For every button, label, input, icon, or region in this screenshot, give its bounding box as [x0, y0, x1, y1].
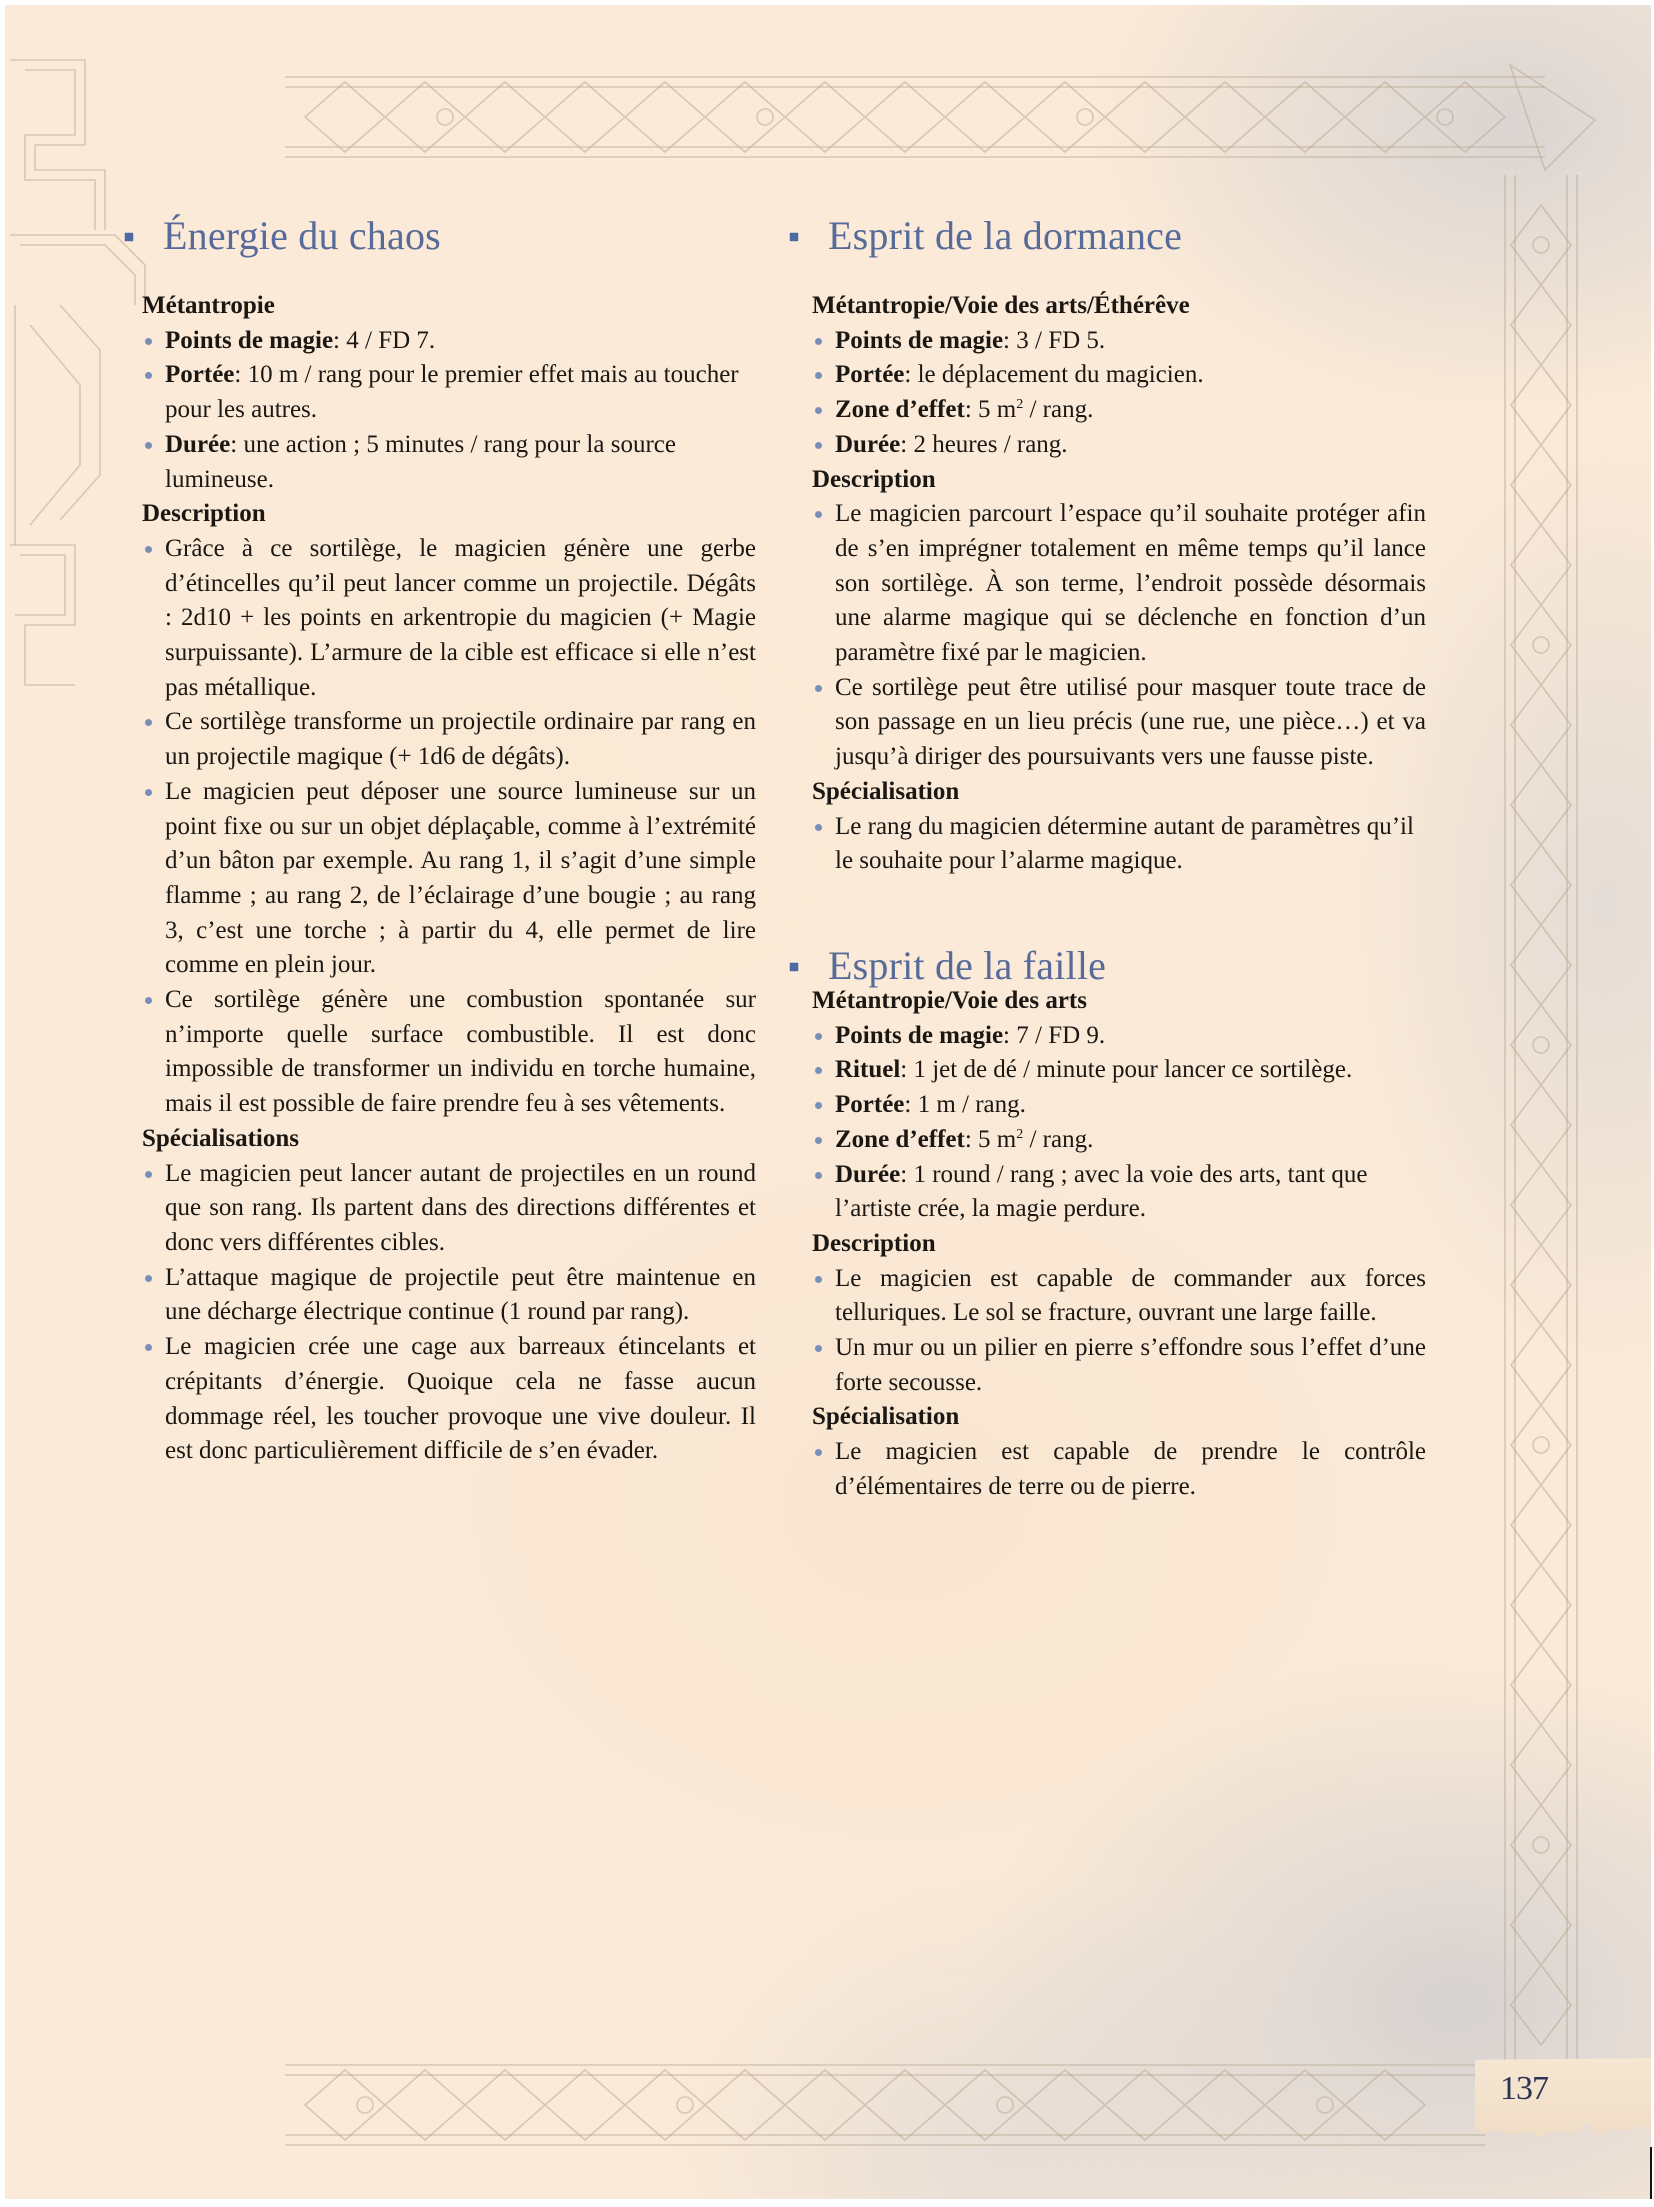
description-text: Le magicien peut déposer une source lumineuse sur un point fixe ou sur un objet déplaçable, comme à l’extrémité d’un bâton par exemple. Au rang 1, il s’agit d’une simple flamme ; au rang 2, de l’éclairage d’une bougie ; au rang 3, c’est une torche ; à partir du 4, elle permet de lire comme en plein jour. — [165, 777, 756, 979]
bullet-icon — [145, 1275, 152, 1282]
stat-item — [812, 1088, 1426, 1123]
bullet-icon — [815, 1137, 822, 1144]
spell-title — [163, 212, 441, 260]
spell-title-text: Esprit de la faille — [828, 943, 1107, 988]
page-number: 137 — [1500, 2070, 1548, 2107]
stat-item — [142, 358, 756, 427]
description-heading: Description — [142, 500, 266, 528]
stat-item — [812, 1053, 1426, 1088]
description-heading: Description — [812, 1229, 936, 1257]
bullet-icon — [145, 338, 152, 345]
bullet-icon — [145, 789, 152, 796]
bullet-icon — [145, 997, 152, 1004]
description-text: Ce sortilège transforme un projectile ordinaire par rang en un projectile magique (+ 1d6 de dégâts). — [165, 708, 756, 771]
right-border-ornament — [1505, 65, 1595, 2085]
specialisation-heading: Spécialisation — [812, 777, 960, 805]
bullet-icon — [145, 1344, 152, 1351]
spell-school: Métantropie/Voie des arts — [812, 987, 1087, 1014]
stat-value: : 10 m / rang pour le premier effet mais au toucher pour les autres. — [165, 361, 739, 424]
specialisation-text: Le magicien crée une cage aux barreaux étincelants et crépitants d’énergie. Quoique cela ne fasse aucun dommage réel, les toucher provoque une vive douleur. Il est donc particulièrement difficile de s’en évader. — [165, 1333, 756, 1465]
specialisation-item — [142, 1330, 756, 1469]
stat-value: : 5 m — [964, 1125, 1017, 1153]
bullet-icon — [815, 1067, 822, 1074]
specialisation-text: L’attaque magique de projectile peut être maintenue en une décharge électrique continue (1 round par rang). — [165, 1263, 756, 1326]
specialisation-item — [812, 810, 1426, 879]
stat-item — [812, 324, 1426, 359]
specialisation-text: Le magicien est capable de prendre le contrôle d’élémentaires de terre ou de pierre. — [835, 1438, 1426, 1500]
stat-item — [812, 1019, 1426, 1054]
diamond-bullet-icon — [121, 229, 138, 246]
book-page — [5, 5, 1651, 2199]
specialisation-heading: Spécialisation — [812, 1403, 960, 1431]
description-item — [812, 671, 1426, 775]
stat-item — [812, 428, 1426, 463]
specialisation-text: Le magicien peut lancer autant de projectiles en un round que son rang. Ils partent dans des directions différentes et donc vers différentes cibles. — [165, 1159, 756, 1256]
stat-value: : 7 / FD 9. — [1003, 1021, 1106, 1049]
stat-value: : le déplacement du magicien. — [904, 361, 1204, 389]
bullet-icon — [145, 546, 152, 553]
description-item — [812, 1262, 1426, 1331]
bullet-icon — [815, 338, 822, 345]
stat-value: : une action ; 5 minutes / rang pour la source lumineuse. — [165, 430, 676, 493]
description-text: Un mur ou un pilier en pierre s’effondre sous l’effet d’une forte secousse. — [835, 1334, 1426, 1396]
stat-label: Zone d’effet — [835, 1125, 965, 1153]
stat-label: Rituel — [835, 1056, 901, 1084]
stat-label: Points de magie — [835, 1021, 1004, 1049]
stat-value: : 3 / FD 5. — [1003, 326, 1106, 354]
description-item — [142, 983, 756, 1122]
stat-value: : 1 round / rang ; avec la voie des arts, tant que l’artiste crée, la magie perdure. — [835, 1160, 1368, 1223]
stat-value-superscript: 2 — [1016, 1126, 1024, 1142]
stat-value: : 1 m / rang. — [904, 1091, 1026, 1119]
description-text: Grâce à ce sortilège, le magicien génère une gerbe d’étincelles qu’il peut lancer comme un projectile. Dégâts : 2d10 + les points en arkentropie du magicien (+ Magie surpuissante). L’armure de la cible est efficace si elle n’est pas métallique. — [165, 534, 756, 701]
stat-label: Points de magie — [165, 326, 334, 354]
stat-item — [812, 1158, 1426, 1227]
description-item — [142, 775, 756, 983]
bullet-icon — [145, 372, 152, 379]
bullet-icon — [815, 824, 822, 831]
description-text: Ce sortilège génère une combustion spontanée sur n’importe quelle surface combustible. Il est donc impossible de transformer un individu en torche humaine, mais il est possible de faire prendre feu à ses vêtements. — [165, 986, 756, 1118]
bullet-icon — [815, 442, 822, 449]
stat-value: : 4 / FD 7. — [333, 326, 436, 354]
stat-value: : 1 jet de dé / minute pour lancer ce sortilège. — [900, 1056, 1353, 1084]
bullet-icon — [815, 1276, 822, 1283]
stat-label: Durée — [165, 430, 231, 458]
bullet-icon — [815, 1449, 822, 1456]
specialisation-text: Le rang du magicien détermine autant de paramètres qu’il le souhaite pour l’alarme magique. — [835, 812, 1414, 875]
diamond-bullet-icon — [786, 959, 803, 976]
stat-label: Durée — [835, 1160, 901, 1188]
spell-title-text: Esprit de la dormance — [828, 213, 1183, 258]
bullet-icon — [815, 685, 822, 692]
stat-item — [142, 324, 756, 359]
stat-label: Zone d’effet — [835, 396, 965, 424]
bullet-icon — [815, 1172, 822, 1179]
specialisation-item — [142, 1157, 756, 1261]
stat-label: Durée — [835, 430, 901, 458]
stat-value-superscript: 2 — [1016, 397, 1024, 413]
stat-item — [812, 358, 1426, 393]
stat-item — [812, 393, 1426, 428]
spell-title — [828, 942, 1106, 990]
bullet-icon — [815, 407, 822, 414]
stat-value: : 5 m — [964, 396, 1017, 424]
specialisation-item — [142, 1261, 756, 1330]
stat-value: : 2 heures / rang. — [900, 430, 1068, 458]
spell-body — [142, 289, 756, 1469]
description-item — [142, 532, 756, 706]
specialisation-heading: Spécialisations — [142, 1124, 299, 1152]
stat-value-suffix: / rang. — [1023, 1125, 1094, 1153]
description-text: Ce sortilège peut être utilisé pour masquer toute trace de son passage en un lieu précis (une rue, une pièce…) et va jusqu’à diriger des poursuivants vers une fausse piste. — [835, 673, 1426, 771]
bullet-icon — [145, 442, 152, 449]
stat-label: Portée — [835, 1091, 905, 1119]
spell-body — [812, 289, 1426, 879]
description-text: Le magicien est capable de commander aux forces telluriques. Le sol se fracture, ouvrant une large faille. — [835, 1264, 1426, 1327]
bullet-icon — [815, 372, 822, 379]
bullet-icon — [815, 511, 822, 518]
specialisation-item — [812, 1435, 1426, 1504]
spell-school: Métantropie — [142, 292, 275, 319]
left-border-ornament — [10, 60, 145, 685]
diamond-bullet-icon — [786, 229, 803, 246]
bottom-border-ornament — [285, 2065, 1485, 2145]
spell-body — [812, 984, 1426, 1505]
stat-label: Portée — [835, 361, 905, 389]
bullet-icon — [145, 1171, 152, 1178]
spell-title — [828, 212, 1182, 260]
page-edge-line — [1650, 2147, 1652, 2199]
stat-label: Portée — [165, 361, 235, 389]
bullet-icon — [815, 1345, 822, 1352]
stat-value-suffix: / rang. — [1023, 396, 1094, 424]
stat-item — [142, 428, 756, 497]
description-item — [142, 705, 756, 774]
spell-school: Métantropie/Voie des arts/Éthérêve — [812, 292, 1190, 319]
top-border-ornament — [285, 77, 1545, 157]
stat-item — [812, 1123, 1426, 1158]
bullet-icon — [145, 719, 152, 726]
bullet-icon — [815, 1102, 822, 1109]
description-item — [812, 497, 1426, 671]
bullet-icon — [815, 1033, 822, 1040]
stat-label: Points de magie — [835, 326, 1004, 354]
spell-title-text: Énergie du chaos — [163, 213, 441, 258]
description-heading: Description — [812, 465, 936, 493]
description-item — [812, 1331, 1426, 1400]
description-text: Le magicien parcourt l’espace qu’il souhaite protéger afin de s’en imprégner totalement en même temps qu’il lance son sortilège. À son terme, l’endroit possède désormais une alarme magique qui se déclenche en fonction d’un paramètre fixé par le magicien. — [835, 500, 1426, 667]
